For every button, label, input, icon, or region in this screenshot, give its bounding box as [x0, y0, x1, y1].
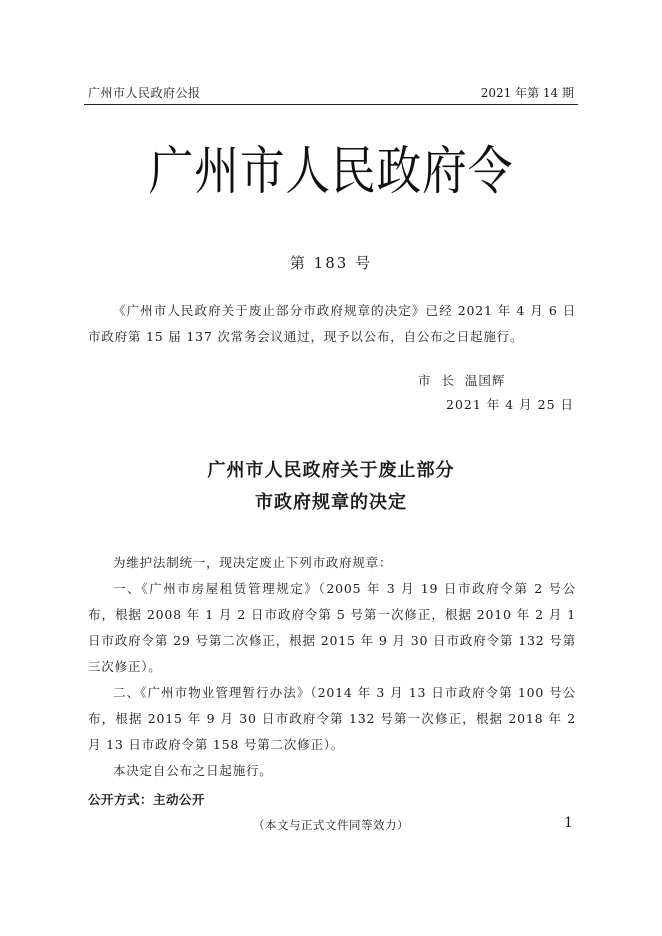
decision-paragraph: 二、《广州市物业管理暂行办法》（2014 年 3 月 13 日市政府令第 100 号公布，根据 2015 年 9 月 30 日市政府令第 132 号第一次修正，根据 2018 年 2 月 13 日市政府令第 158 号第二次修正）。 — [88, 685, 576, 752]
signature-date: 2021 年 4 月 25 日 — [446, 397, 575, 412]
page-number: 1 — [564, 815, 573, 831]
disclosure-method: 公开方式：主动公开 — [88, 792, 206, 807]
decision-body — [88, 550, 576, 784]
intro-paragraph — [88, 298, 576, 350]
header-divider — [84, 104, 578, 105]
mayor-signature: 市 长 温国辉 — [418, 373, 506, 388]
page-title: 广州市人民政府令 — [148, 142, 514, 202]
decision-title-line1: 广州市人民政府关于废止部分 — [207, 460, 455, 481]
publication-name: 广州市人民政府公报 — [88, 86, 201, 100]
decision-paragraph: 一、《广州市房屋租赁管理规定》（2005 年 3 月 19 日市政府令第 2 号公布，根据 2008 年 1 月 2 日市政府令第 5 号第一次修正，根据 2010 年 2 月 1 日市政府令第 29 号第二次修正，根据 2015 年 9 月 30 日市政府令第 132 号第三次修正）。 — [88, 581, 576, 674]
issue-number: 2021 年第 14 期 — [480, 86, 574, 100]
intro-text: 《广州市人民政府关于废止部分市政府规章的决定》已经 2021 年 4 月 6 日市政府第 15 届 137 次常务会议通过，现予以公布，自公布之日起施行。 — [88, 303, 576, 344]
decision-title-line2: 市政府规章的决定 — [255, 492, 407, 513]
decision-paragraph: 为维护法制统一，现决定废止下列市政府规章： — [113, 555, 393, 570]
decision-paragraph: 本决定自公布之日起施行。 — [113, 763, 273, 778]
order-number: 第 183 号 — [289, 254, 373, 272]
footer-note: （本文与正式文件同等效力） — [253, 818, 409, 832]
